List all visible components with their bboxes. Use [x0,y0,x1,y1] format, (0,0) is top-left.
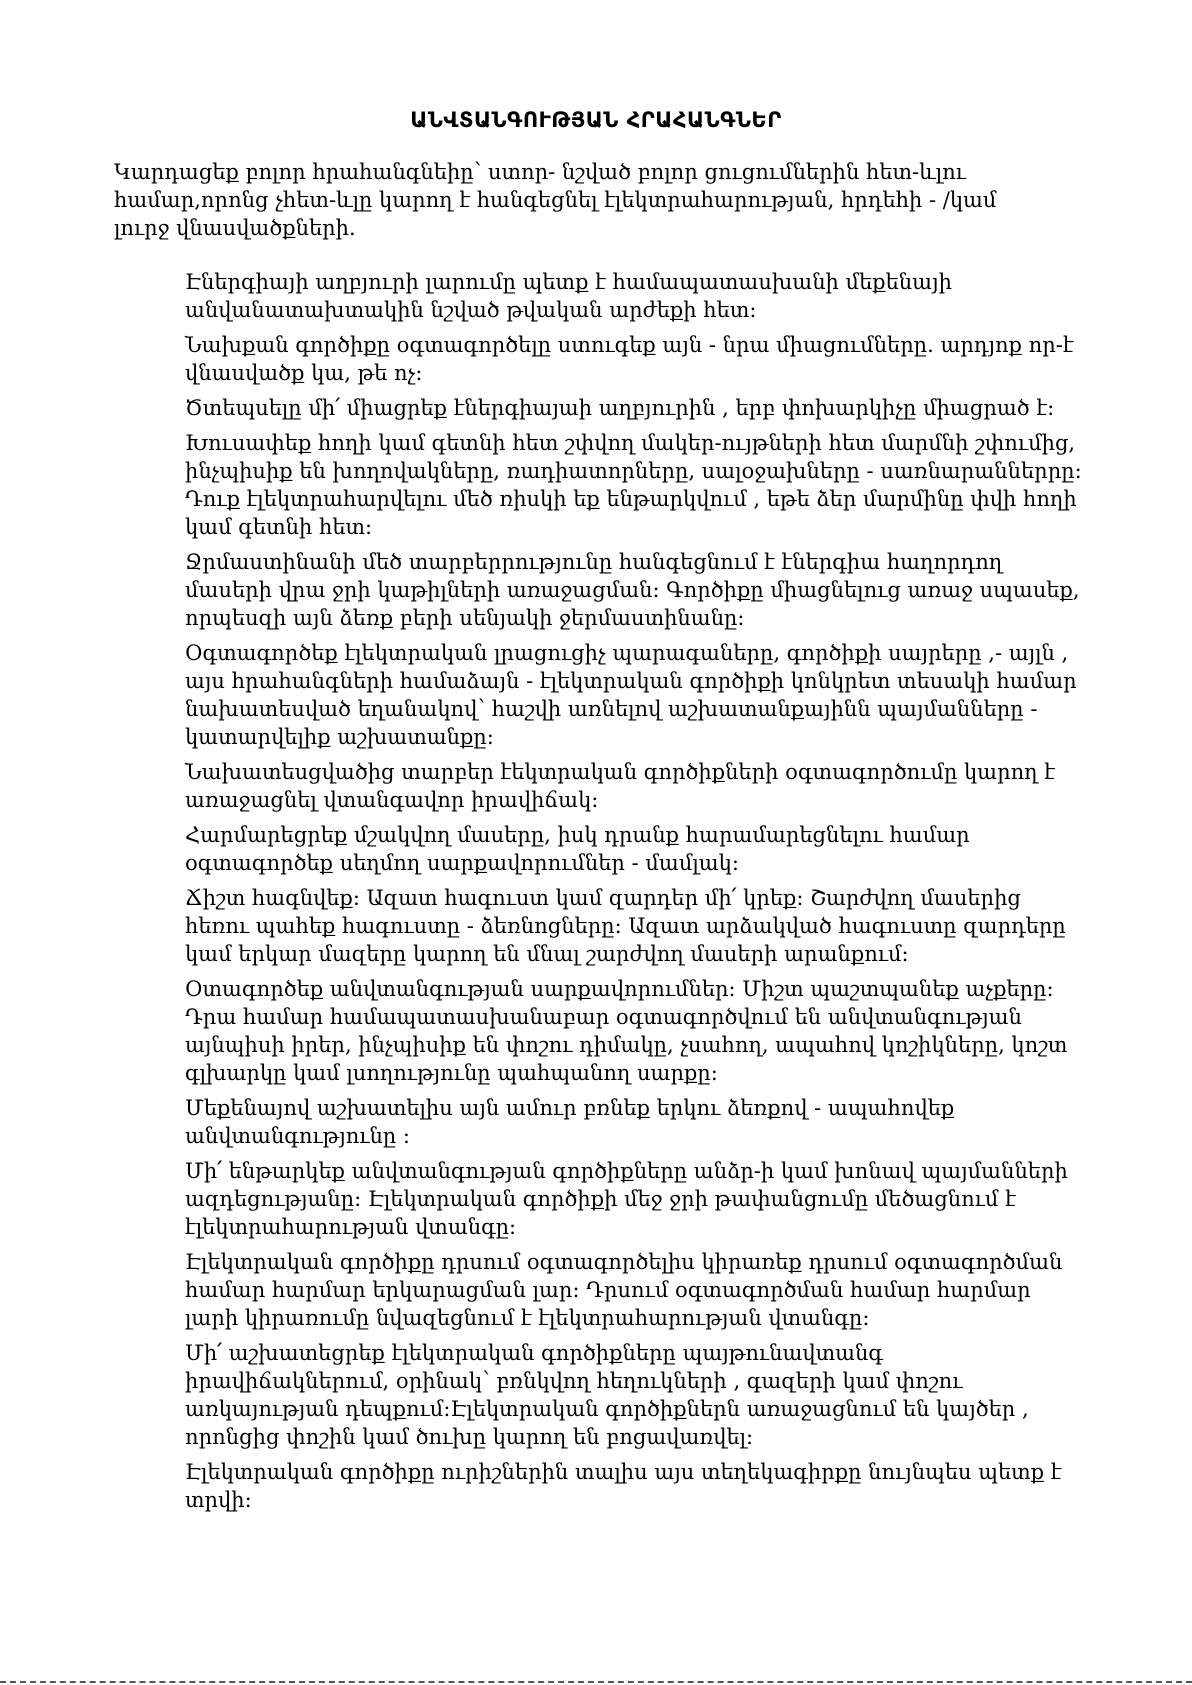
instruction-item: Հարմարեցրեք մշակվող մասերը, իսկ դրանք հարամարեցնելու համար օգտագործեք սեղմող սարքավորումներ - մամլակ: [185,823,970,875]
instruction-item: Նախքան գործիքը օգտագործելը ստուգեք այն - նրա միացումները. արդյոք որ-է վնասվածք կա, թե ոչ: [185,333,1074,385]
instruction-item: Ճիշտ հագնվեք: Ազատ հագուստ կամ զարդեր մի՛ կրեք: Շարժվող մասերից հեռու պահեք հագուստը - ձեռնոցները: Ազատ արձակված հագուստը զարդերը կամ երկար մազերը կարող են մնալ շարժվող մասերի արանքում: [185,886,1066,966]
instruction-item: Մի՛ աշխատեցրեք էլեկտրական գործիքները պայթունավտանգ իրավիճակներում, օրինակ՝ բռնկվող հեղուկների , գազերի կամ փոշու առկայության դեպքում:Էլեկտրական գործիքներն առաջացնում են կայծեր , որոնցից փոշին կամ ծուխը կարող են բոցավառվել: [185,1341,1029,1449]
instruction-item: Մեքենայով աշխատելիս այն ամուր բռնեք երկու ձեռքով - ապահովեք անվտանգությունը : [185,1096,955,1148]
instruction-item: Օտագործեք անվտանգության սարքավորումներ: Միշտ պաշտպանեք աչքերը: Դրա համար համապատասխանաբար օգտագործվում են անվտանգության այնպիսի իրեր, ինչպիսիք են փոշու դիմակը, չսահող, ապահով կոշիկները, կոշտ գլխարկը կամ լսողությունը պահպանող սարքը: [185,977,1068,1085]
instruction-item: Էներգիայի աղբյուրի լարումը պետք է համապատասխանի մեքենայի անվանատախտակին նշված թվական արժեքի հետ: [185,270,952,322]
instruction-item: Էլեկտրական գործիքը ուրիշներին տալիս այս տեղեկագիրքը նույնպես պետք է տրվի: [185,1460,1062,1512]
page-bottom-divider [0,1681,1192,1683]
page-title: ԱՆՎՏԱՆԳՈՒԹՅԱՆ ՀՐԱՀԱՆԳՆԵՐ [410,108,782,132]
instruction-item: Խուսափեք հողի կամ գետնի հետ շփվող մակեր-ույթների հետ մարմնի շփումից, ինչպիսիք են խողովակները, ռադիատորները, սալօջախները - սառնարաններրը: Դուք էլեկտրահարվելու մեծ ռիսկի եք ենթարկվում , եթե ձեր մարմինը փվի հողի կամ գետնի հետ: [185,431,1082,539]
instruction-list [185,268,1085,1521]
instruction-item: Նախատեսցվածից տարբեր էեկտրական գործիքների օգտագործումը կարող է առաջացնել վտանգավոր իրավիճակ: [185,760,1055,812]
instruction-item: Էլեկտրական գործիքը դրսում օգտագործելիս կիրառեք դրսում օգտագործման համար հարմար երկարացման լար: Դրսում օգտագործման համար հարմար լարի կիրառումը նվազեցնում է էլեկտրահարության վտանգը: [185,1250,1063,1330]
intro-paragraph: Կարդացեք բոլոր հրահանգնեիը՝ ստոր- նշված բոլոր ցուցումներին հետ-ևլու համար,որոնց չհետ-ևլը կարող է հանգեցնել էլեկտրահարության, հրդեհի - /կամ լուրջ վնասվածքների. [114,160,997,240]
instruction-item: Օգտագործեք էլեկտրական լրացուցիչ պարագաները, գործիքի սայրերը ,- այլն , այս հրահանգների համաձայն - էլեկտրական գործիքի կոնկրետ տեսակի համար նախատեսված եղանակով՝ հաշվի առնելով աշխատանքայինն պայմանները - կատարվելիք աշխատանքը: [185,641,1077,749]
instruction-item: Ջրմաստինանի մեծ տարբերրությունը հանգեցնում է էներգիա հաղորդող մասերի վրա ջրի կաթիլների առաջացման: Գործիքը միացնելուց առաջ սպասեք, որպեսզի այն ձեռք բերի սենյակի ջերմաստինանը: [185,550,1080,630]
instruction-item: Մի՛ ենթարկեք անվտանգության գործիքները անձր-ի կամ խոնավ պայմանների ազդեցությանը: Էլեկտրական գործիքի մեջ ջրի թափանցումը մեծացնում է էլեկտրահարության վտանգը: [185,1159,1068,1239]
instruction-item: Ծտեպսելը մի՛ միացրեք էներգիայաի աղբյուրին , երբ փոխարկիչը միացրած է: [185,396,1055,420]
